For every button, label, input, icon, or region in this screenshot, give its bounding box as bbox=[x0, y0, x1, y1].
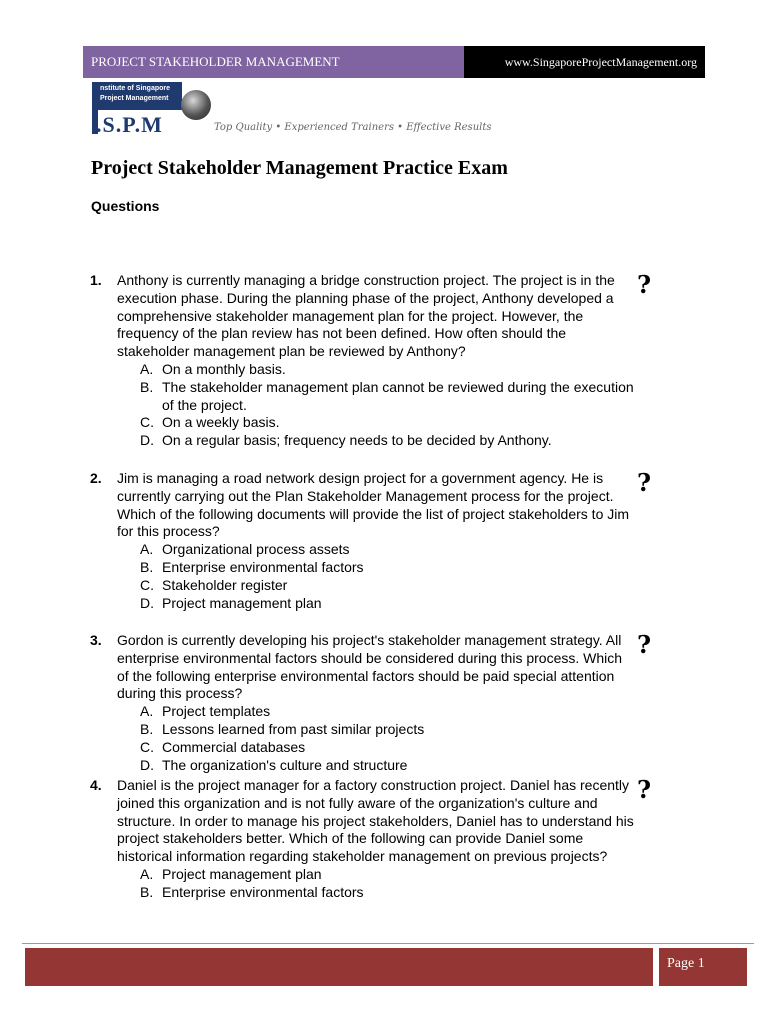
option-letter: A. bbox=[140, 541, 154, 558]
footer-divider bbox=[22, 943, 754, 944]
answer-option bbox=[140, 432, 637, 450]
option-letter: A. bbox=[140, 703, 154, 720]
option-letter: B. bbox=[140, 883, 154, 900]
page-number: Page 1 bbox=[659, 948, 747, 986]
option-text: Enterprise environmental factors bbox=[162, 883, 364, 900]
footer-bar bbox=[25, 948, 653, 986]
option-letter: C. bbox=[140, 414, 154, 431]
question-mark-icon: ? bbox=[637, 630, 652, 659]
question-mark-icon: ? bbox=[637, 468, 652, 497]
tagline: Top Quality • Experienced Trainers • Effective Results bbox=[214, 122, 492, 133]
answer-option bbox=[140, 757, 637, 775]
option-letter: B. bbox=[140, 720, 154, 737]
option-text: Enterprise environmental factors bbox=[162, 558, 364, 575]
answer-option bbox=[140, 361, 637, 379]
answer-option bbox=[140, 379, 637, 415]
header-title: PROJECT STAKEHOLDER MANAGEMENT bbox=[83, 46, 464, 78]
option-text: Commercial databases bbox=[162, 738, 306, 755]
option-text: Project management plan bbox=[162, 865, 322, 882]
question-number: 2. bbox=[90, 470, 102, 486]
question-number: 3. bbox=[90, 632, 102, 648]
option-letter: C. bbox=[140, 738, 154, 755]
option-letter: D. bbox=[140, 594, 154, 611]
option-letter: D. bbox=[140, 756, 154, 773]
option-text: Organizational process assets bbox=[162, 541, 350, 558]
question-text: Daniel is the project manager for a factory construction project. Daniel has recently joined this organization and is not fully aware of the organization's culture and structure. In order to manage his project stakeholders, Daniel has to understand his project stakeholders better. Which of the following can provide Daniel some historical information regarding stakeholder management on previous projects? bbox=[117, 777, 634, 865]
option-letter: A. bbox=[140, 360, 154, 377]
option-letter: C. bbox=[140, 576, 154, 593]
question-mark-icon: ? bbox=[637, 270, 652, 299]
answer-option bbox=[140, 577, 637, 595]
option-text: Lessons learned from past similar projects bbox=[162, 720, 425, 737]
option-letter: B. bbox=[140, 378, 154, 395]
question-2 bbox=[90, 470, 650, 612]
header-website: www.SingaporeProjectManagement.org bbox=[464, 46, 705, 78]
option-text: Stakeholder register bbox=[162, 576, 288, 593]
answer-option bbox=[140, 884, 637, 902]
answer-option bbox=[140, 559, 637, 577]
option-text: Project management plan bbox=[162, 594, 322, 611]
option-text: On a weekly basis. bbox=[162, 414, 280, 431]
question-number: 1. bbox=[90, 272, 102, 288]
option-letter: A. bbox=[140, 865, 154, 882]
page-header bbox=[83, 46, 705, 78]
question-text: Gordon is currently developing his project's stakeholder management strategy. All enterprise environmental factors should be considered during this process. Which of the following enterprise environmental factors should be paid special attention during this process? bbox=[117, 632, 623, 702]
answer-option bbox=[140, 595, 637, 613]
question-1 bbox=[90, 272, 650, 450]
option-text: On a monthly basis. bbox=[162, 360, 286, 377]
question-number: 4. bbox=[90, 777, 102, 793]
option-text: On a regular basis; frequency needs to be decided by Anthony. bbox=[162, 432, 552, 449]
question-text: Jim is managing a road network design project for a government agency. He is currently carrying out the Plan Stakeholder Management process for the project. Which of the following documents will provide the list of project stakeholders to Jim for this process? bbox=[117, 470, 630, 540]
answer-option bbox=[140, 866, 637, 884]
page-title: Project Stakeholder Management Practice Exam bbox=[91, 157, 508, 179]
question-text: Anthony is currently managing a bridge construction project. The project is in the execution phase. During the planning phase of the project, Anthony developed a comprehensive stakeholder management plan for the project. However, the frequency of the plan review has not been defined. How often should the stakeholder management plan be reviewed by Anthony? bbox=[117, 272, 615, 360]
option-letter: D. bbox=[140, 432, 154, 449]
option-text: Project templates bbox=[162, 703, 271, 720]
answer-option bbox=[140, 721, 637, 739]
answer-option bbox=[140, 703, 637, 721]
question-mark-icon: ? bbox=[637, 775, 652, 804]
answer-option bbox=[140, 414, 637, 432]
question-3 bbox=[90, 632, 650, 774]
option-text: The organization's culture and structure bbox=[162, 756, 408, 773]
option-text: The stakeholder management plan cannot be reviewed during the execution of the project. bbox=[162, 378, 634, 413]
logo-line-1: nstitute of Singapore bbox=[100, 85, 170, 92]
section-heading: Questions bbox=[91, 198, 160, 214]
globe-icon bbox=[181, 90, 211, 120]
question-4 bbox=[90, 777, 650, 902]
answer-option bbox=[140, 541, 637, 559]
option-letter: B. bbox=[140, 558, 154, 575]
logo-line-2: Project Management bbox=[100, 95, 169, 102]
logo-abbreviation: .S.P.M bbox=[96, 112, 163, 137]
ispm-logo bbox=[92, 82, 213, 137]
answer-option bbox=[140, 739, 637, 757]
